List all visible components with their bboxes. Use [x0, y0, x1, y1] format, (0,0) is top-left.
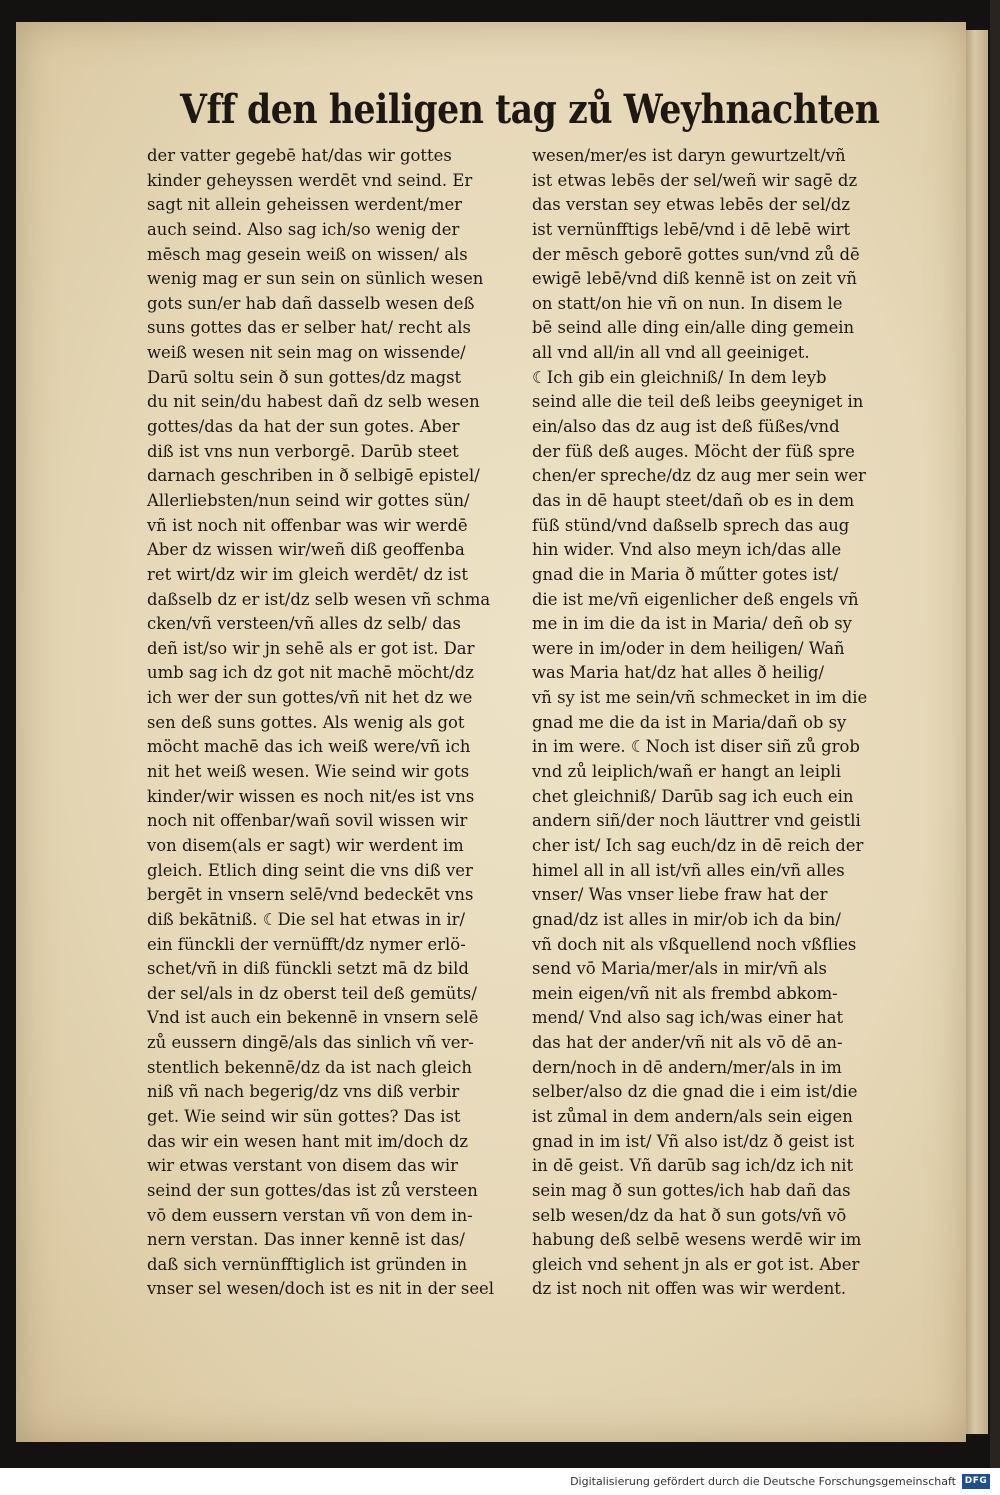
text-line: me in im die da ist in Maria/ deñ ob sy — [532, 614, 852, 634]
text-line: nit het weiß wesen. Wie seind wir gots — [147, 762, 470, 782]
text-line: das wir ein wesen hant mit im/doch dz — [147, 1131, 469, 1151]
text-line: andern siñ/der noch läuttrer vnd geistli — [532, 811, 861, 831]
text-line: nern verstan. Das inner kennē ist das/ — [147, 1230, 465, 1250]
left-text-column — [147, 144, 527, 1302]
text-line: ein/also das dz aug ist deß füßes/vnd — [532, 417, 840, 437]
text-line: dern/noch in dē andern/mer/als in im — [532, 1057, 842, 1077]
text-line: Allerliebsten/nun seind wir gottes sün/ — [147, 490, 470, 510]
text-line: on statt/on hie vñ on nun. In disem le — [532, 293, 843, 313]
text-line: get. Wie seind wir sün gottes? Das ist — [147, 1106, 461, 1126]
text-line: gnad/dz ist alles in mir/ob ich da bin/ — [532, 909, 841, 929]
text-line: diß ist vns nun verborgē. Darūb steet — [147, 441, 459, 461]
text-line: daßselb dz er ist/dz selb wesen vñ schma — [147, 589, 491, 609]
text-line: diß bekātniß. ☾Die sel hat etwas in ir/ — [147, 909, 466, 929]
text-line: möcht machē das ich weiß were/vñ ich — [147, 737, 471, 757]
text-line: Vnd ist auch ein bekennē in vnsern selē — [147, 1008, 479, 1028]
text-line: sen deß suns gottes. Als wenig als got — [147, 712, 465, 732]
footer-bar — [0, 1468, 1000, 1495]
text-line: seind alle die teil deß leibs geeyniget in — [532, 392, 864, 412]
text-line: seind der sun gottes/das ist zů versteen — [147, 1180, 478, 1200]
text-line: in im were. ☾Noch ist diser siñ zů grob — [532, 737, 860, 757]
text-line: ret wirt/dz wir im gleich werdēt/ dz ist — [147, 564, 469, 584]
text-line: gottes/das da hat der sun gotes. Aber — [147, 417, 460, 437]
text-line: wesen/mer/es ist daryn gewurtzelt/vñ — [532, 146, 846, 165]
text-line: die ist me/vñ eigenlicher deß engels vñ — [532, 589, 859, 609]
text-line: das in dē haupt steet/dañ ob es in dem — [532, 490, 855, 510]
book-binding — [990, 0, 1000, 1468]
funding-credit: Digitalisierung gefördert durch die Deutsche Forschungsgemeinschaft — [570, 1475, 956, 1488]
text-line: bergēt in vnsern selē/vnd bedeckēt vns — [147, 885, 474, 905]
text-line: bē seind alle ding ein/alle ding gemein — [532, 318, 855, 338]
text-line: vnser sel wesen/doch ist es nit in der seel — [147, 1279, 495, 1299]
text-line: ist etwas lebēs der sel/weñ wir sagē dz — [532, 170, 858, 190]
page-heading: Vff den heiligen tag zů Weyhnachten — [180, 86, 880, 133]
text-line: wenig mag er sun sein on sünlich wesen — [147, 269, 484, 289]
text-line: hin wider. Vnd also meyn ich/das alle — [532, 540, 842, 560]
text-line: cken/vñ versteen/vñ alles dz selb/ das — [147, 614, 461, 634]
text-line: selb wesen/dz da hat ð sun gots/vñ vō — [532, 1205, 847, 1225]
text-line: mēsch mag gesein weiß on wissen/ als — [147, 244, 468, 264]
text-line: der sel/als in dz oberst teil deß gemüts/ — [147, 983, 477, 1003]
text-line: ein fünckli der vernüfft/dz nymer erlö- — [147, 934, 466, 954]
text-line: der füß deß auges. Möcht der füß spre — [532, 441, 855, 461]
text-line: suns gottes das er selber hat/ recht als — [147, 318, 471, 338]
text-line: kinder geheyssen werdēt vnd seind. Er — [147, 170, 473, 190]
text-line: füß stünd/vnd daßselb sprech das aug — [532, 515, 850, 535]
text-line: gots sun/er hab dañ dasselb wesen deß — [147, 293, 475, 313]
text-line: das hat der ander/vñ nit als vō dē an- — [532, 1033, 843, 1053]
text-line: mend/ Vnd also sag ich/was einer hat — [532, 1008, 844, 1028]
text-line: Darū soltu sein ð sun gottes/dz magst — [147, 367, 462, 387]
text-line: ist vernünfftigs lebē/vnd i dē lebē wirt — [532, 219, 851, 239]
text-line: darnach geschriben in ð selbigē epistel/ — [147, 466, 480, 486]
right-text-column — [532, 144, 912, 1302]
text-line: zů eussern dingē/als das sinlich vñ ver- — [147, 1033, 474, 1053]
text-line: chet gleichniß/ Darūb sag ich euch ein — [532, 786, 854, 806]
text-line: vō dem eussern verstan vñ von dem in- — [147, 1205, 473, 1225]
text-line: umb sag ich dz got nit machē möcht/dz — [147, 663, 474, 683]
text-line: kinder/wir wissen es noch nit/es ist vns — [147, 786, 475, 806]
text-line: ewigē lebē/vnd diß kennē ist on zeit vñ — [532, 269, 857, 289]
text-line: gnad die in Maria ð műtter gotes ist/ — [532, 564, 839, 584]
text-line: habung deß selbē wesens werdē wir im — [532, 1230, 862, 1250]
text-line: ist zůmal in dem andern/als sein eigen — [532, 1106, 853, 1126]
text-line: weiß wesen nit sein mag on wissende/ — [147, 343, 466, 363]
text-line: vnd zů leiplich/wañ er hangt an leipli — [532, 762, 842, 782]
text-line: chen/er spreche/dz dz aug mer sein wer — [532, 466, 866, 486]
text-line: Aber dz wissen wir/weñ diß geoffenba — [147, 540, 465, 560]
dfg-logo-icon: DFG — [962, 1474, 990, 1489]
text-line: stentlich bekennē/dz da ist nach gleich — [147, 1057, 472, 1077]
text-line: ☾Ich gib ein gleichniß/ In dem leyb — [532, 367, 827, 387]
text-line: vñ sy ist me sein/vñ schmecket in im die — [532, 688, 868, 708]
text-line: selber/also dz die gnad die i eim ist/die — [532, 1082, 858, 1102]
text-line: sagt nit allein geheissen werdent/mer — [147, 195, 463, 215]
text-line: were in im/oder in dem heiligen/ Wañ — [532, 638, 845, 658]
text-line: send vō Maria/mer/als in mir/vñ als — [532, 959, 827, 979]
text-line: vnser/ Was vnser liebe fraw hat der — [532, 885, 828, 905]
text-line: von disem(als er sagt) wir werdent im — [147, 835, 464, 855]
text-line: gnad me die da ist in Maria/dañ ob sy — [532, 712, 847, 732]
text-line: sein mag ð sun gottes/ich hab dañ das — [532, 1180, 851, 1200]
text-line: cher ist/ Ich sag euch/dz in dē reich der — [532, 835, 864, 855]
text-line: der vatter gegebē hat/das wir gottes — [147, 146, 452, 165]
text-line: vñ doch nit als vßquellend noch vßflies — [532, 934, 857, 954]
text-line: deñ ist/so wir jn sehē als er got ist. Dar — [147, 638, 475, 658]
text-line: in dē geist. Vñ darūb sag ich/dz ich nit — [532, 1156, 854, 1176]
text-line: gleich. Etlich ding seint die vns diß ver — [147, 860, 473, 880]
text-line: all vnd all/in all vnd all geeiniget. — [532, 343, 810, 363]
text-line: wir etwas verstant von disem das wir — [147, 1156, 458, 1176]
text-line: was Maria hat/dz hat alles ð heilig/ — [532, 663, 825, 683]
text-line: du nit sein/du habest dañ dz selb wesen — [147, 392, 480, 412]
text-line: schet/vñ in diß fünckli setzt mā dz bild — [147, 959, 469, 979]
text-line: himel all in all ist/vñ alles ein/vñ alles — [532, 860, 845, 880]
text-line: auch seind. Also sag ich/so wenig der — [147, 219, 460, 239]
text-line: der mēsch geborē gottes sun/vnd zů dē — [532, 244, 860, 264]
text-line: das verstan sey etwas lebēs der sel/dz — [532, 195, 851, 215]
text-line: gleich vnd sehent jn als er got ist. Aber — [532, 1254, 860, 1274]
text-line: dz ist noch nit offen was wir werdent. — [532, 1279, 847, 1299]
text-line: noch nit offenbar/wañ sovil wissen wir — [147, 811, 468, 831]
text-line: vñ ist noch nit offenbar was wir werdē — [147, 515, 468, 535]
text-line: mein eigen/vñ nit als frembd abkom- — [532, 983, 838, 1003]
text-line: ich wer der sun gottes/vñ nit het dz we — [147, 688, 473, 708]
text-line: daß sich vernünfftiglich ist gründen in — [147, 1254, 468, 1274]
page-edge — [966, 30, 988, 1434]
text-line: niß vñ nach begerig/dz vns diß verbir — [147, 1082, 460, 1102]
text-line: gnad in im ist/ Vñ also ist/dz ð geist ist — [532, 1131, 855, 1151]
